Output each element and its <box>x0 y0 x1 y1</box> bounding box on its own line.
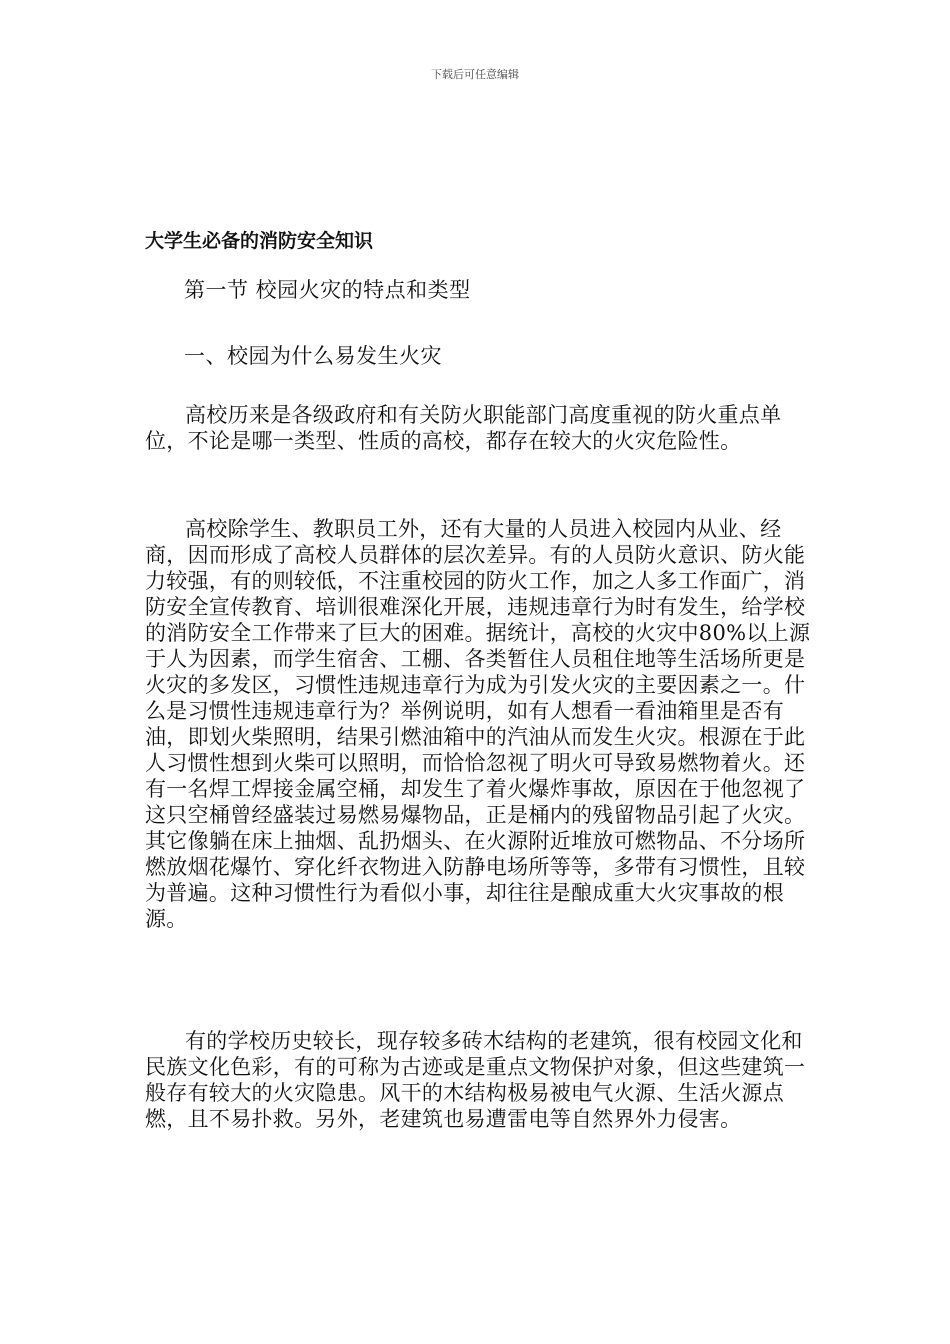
paragraph-personnel-habits: 高校除学生、教职员工外，还有大量的人员进入校园内从业、经商，因而形成了高校人员群体的层次差异。有的人员防火意识、防火能力较强，有的则较低，不注重校园的防火工作，加之人多工作面广，消防安全宣传教育、培训很难深化开展，违规违章行为时有发生，给学校的消防安全工作带来了巨大的困难。据统计，高校的火灾中80%以上源于人为因素，而学生宿舍、工棚、各类暂住人员租住地等生活场所更是火灾的多发区，习惯性违规违章行为成为引发火灾的主要因素之一。什么是习惯性违规违章行为？举例说明，如有人想看一看油箱里是否有油，即划火柴照明，结果引燃油箱中的汽油从而发生火灾。根源在于此人习惯性想到火柴可以照明，而恰恰忽视了明火可导致易燃物着火。还有一名焊工焊接金属空桶，却发生了着火爆炸事故，原因在于他忽视了这只空桶曾经盛装过易燃易爆物品，正是桶内的残留物品引起了火灾。其它像躺在床上抽烟、乱扔烟头、在火源附近堆放可燃物品、不分场所燃放烟花爆竹、穿化纤衣物进入防静电场所等等，多带有习惯性，且较为普遍。这种习惯性行为看似小事，却往往是酿成重大火灾事故的根源。 <box>145 517 811 931</box>
page-header-note: 下载后可任意编辑 <box>431 68 519 81</box>
subsection-title: 一、校园为什么易发生火灾 <box>184 344 442 368</box>
document-title: 大学生必备的消防安全知识 <box>145 230 374 252</box>
paragraph-fire-risk: 高校历来是各级政府和有关防火职能部门高度重视的防火重点单位，不论是哪一类型、性质的高校，都存在较大的火灾危险性。 <box>145 403 782 453</box>
paragraph-old-buildings: 有的学校历史较长，现存较多砖木结构的老建筑，很有校园文化和民族文化色彩，有的可称为古迹或是重点文物保护对象，但这些建筑一般存有较大的火灾隐患。风干的木结构极易被电气火源、生活火源点燃，且不易扑救。另外，老建筑也易遭雷电等自然界外力侵害。 <box>145 1029 806 1131</box>
section-title: 第一节 校园火灾的特点和类型 <box>184 278 471 302</box>
